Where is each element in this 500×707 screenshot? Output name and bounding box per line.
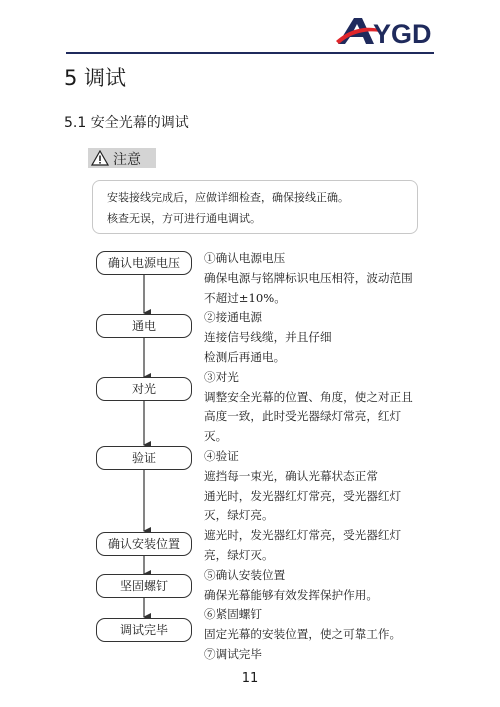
description-line: 不超过±10%。	[204, 290, 286, 305]
description-line: 通光时，发光器红灯常亮，受光器红灯	[204, 488, 402, 503]
description-line: 高度一致，此时受光器绿灯常亮，红灯	[204, 409, 402, 424]
flow-step-power-on: 通电	[96, 314, 192, 338]
page-number: 11	[241, 671, 259, 686]
description-line: 灭，绿灯亮。	[204, 508, 274, 523]
description-line: 遮光时，发光器红灯常亮，受光器红灯	[204, 528, 402, 543]
description-line: ③对光	[204, 369, 239, 384]
description-line: 检测后再通电。	[204, 349, 286, 364]
description-line: 亮，绿灯灭。	[204, 547, 274, 562]
section-title: 5.1 安全光幕的调试	[64, 115, 189, 131]
description-line: 调整安全光幕的位置、角度，使之对正且	[204, 389, 413, 404]
description-line: ①确认电源电压	[204, 251, 286, 265]
notice-line: 核查无误，方可进行通电调试。	[107, 212, 261, 225]
description-line: ⑦调试完毕	[204, 646, 262, 661]
flow-step-complete: 调试完毕	[96, 618, 192, 642]
flow-step-alignment: 对光	[96, 377, 192, 401]
step-descriptions	[204, 249, 442, 665]
description-line: 遮挡每一束光，确认光幕状态正常	[204, 468, 378, 483]
flow-step-confirm-position: 确认安装位置	[96, 532, 192, 556]
chapter-title: 5 调试	[64, 66, 127, 90]
description-line: 固定光幕的安装位置，使之可靠工作。	[204, 627, 402, 642]
description-line: ⑤确认安装位置	[204, 567, 286, 582]
description-line: ②接通电源	[204, 310, 262, 325]
description-line: 连接信号线缆，并且仔细	[204, 330, 332, 345]
notice-line: 安装接线完成后，应做详细检查，确保接线正确。	[107, 191, 349, 204]
flow-step-confirm-voltage: 确认电源电压	[96, 251, 192, 275]
flow-step-fasten-screws: 坚固螺钉	[96, 574, 192, 598]
flow-step-verify: 验证	[96, 446, 192, 470]
description-line: 确保电源与铭牌标识电压相符，波动范围	[204, 270, 413, 285]
notice-label: 注意	[113, 152, 141, 168]
description-line: ④验证	[204, 448, 239, 463]
description-line: 灭。	[204, 429, 228, 444]
svg-text:YGD: YGD	[373, 19, 432, 48]
description-line: 确保光幕能够有效发挥保护作用。	[204, 587, 378, 602]
description-line: ⑥紧固螺钉	[204, 607, 262, 622]
